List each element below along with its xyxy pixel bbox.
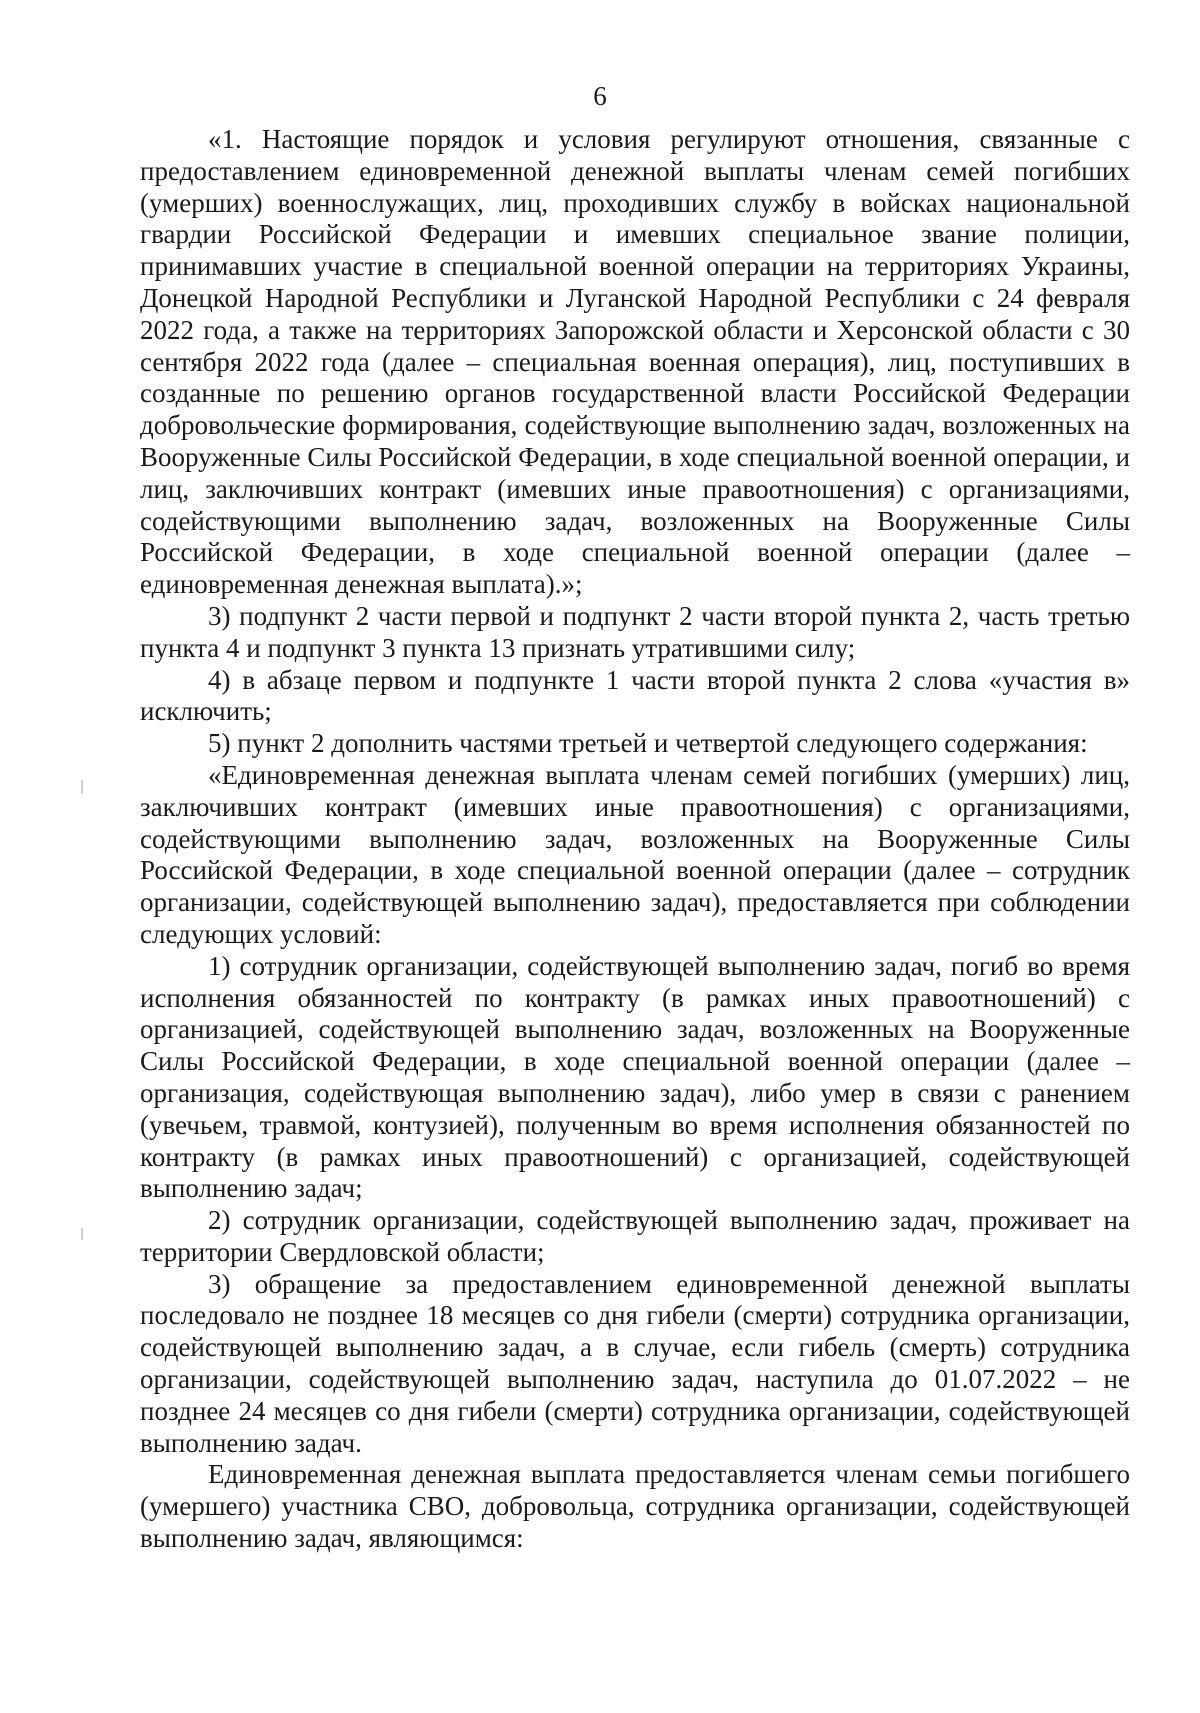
paragraph: Единовременная денежная выплата предоставляется членам семьи погибшего (умершего) участника СВО, добровольца, сотрудника организации, содействующей выполнению задач, являющимся: (140, 1459, 1130, 1554)
paragraph: «Единовременная денежная выплата членам семей погибших (умерших) лиц, заключивших контракт (имевших иные правоотношения) с организациями, содействующими выполнению задач, возложенных на Вооруженные Силы Российской Федерации, в ходе специальной военной операции (далее – сотрудник организации, содействующей выполнению задач), предоставляется при соблюдении следующих условий: (140, 759, 1130, 949)
scan-artifact (81, 1228, 83, 1240)
paragraph: 1) сотрудник организации, содействующей выполнению задач, погиб во время исполнения обязанностей по контракту (в рамках иных правоотношений) с организацией, содействующей выполнению задач, возложенных на Вооруженные Силы Российской Федерации, в ходе специальной военной операции (далее – организация, содействующая выполнению задач), либо умер в связи с ранением (увечьем, травмой, контузией), полученным во время исполнения обязанностей по контракту (в рамках иных правоотношений) с организацией, содействующей выполнению задач; (140, 950, 1130, 1204)
paragraph: 5) пункт 2 дополнить частями третьей и четвертой следующего содержания: (208, 728, 1088, 759)
scan-artifact (81, 780, 83, 794)
paragraph: 4) в абзаце первом и подпункте 1 части второй пункта 2 слова «участия в» исключить; (140, 664, 1130, 727)
paragraph: «1. Настоящие порядок и условия регулируют отношения, связанные с предоставлением единовременной денежной выплаты членам семей погибших (умерших) военнослужащих, лиц, проходивших службу в войсках национальной гвардии Российской Федерации и имевших специальное звание полиции, принимавших участие в специальной военной операции на территориях Украины, Донецкой Народной Республики и Луганской Народной Республики с 24 февраля 2022 года, а также на территориях Запорожской области и Херсонской области с 30 сентября 2022 года (далее – специальная военная операция), лиц, поступивших в созданные по решению органов государственной власти Российской Федерации добровольческие формирования, содействующие выполнению задач, возложенных на Вооруженные Силы Российской Федерации, в ходе специальной военной операции, и лиц, заключивших контракт (имевших иные правоотношения) с организациями, содействующими выполнению задач, возложенных на Вооруженные Силы Российской Федерации, в ходе специальной военной операции (далее – единовременная денежная выплата).»; (140, 124, 1130, 600)
page-number: 6 (593, 81, 607, 111)
document-body (140, 124, 1130, 1555)
paragraph: 3) обращение за предоставлением единовременной денежной выплаты последовало не позднее 18 месяцев со дня гибели (смерти) сотрудника организации, содействующей выполнению задач, а в случае, если гибель (смерть) сотрудника организации, содействующей выполнению задач, наступила до 01.07.2022 – не позднее 24 месяцев со дня гибели (смерти) сотрудника организации, содействующей выполнению задач. (140, 1268, 1130, 1458)
paragraph: 3) подпункт 2 части первой и подпункт 2 части второй пункта 2, часть третью пункта 4 и подпункт 3 пункта 13 признать утратившими силу; (140, 600, 1130, 663)
paragraph: 2) сотрудник организации, содействующей выполнению задач, проживает на территории Свердловской области; (140, 1205, 1130, 1267)
